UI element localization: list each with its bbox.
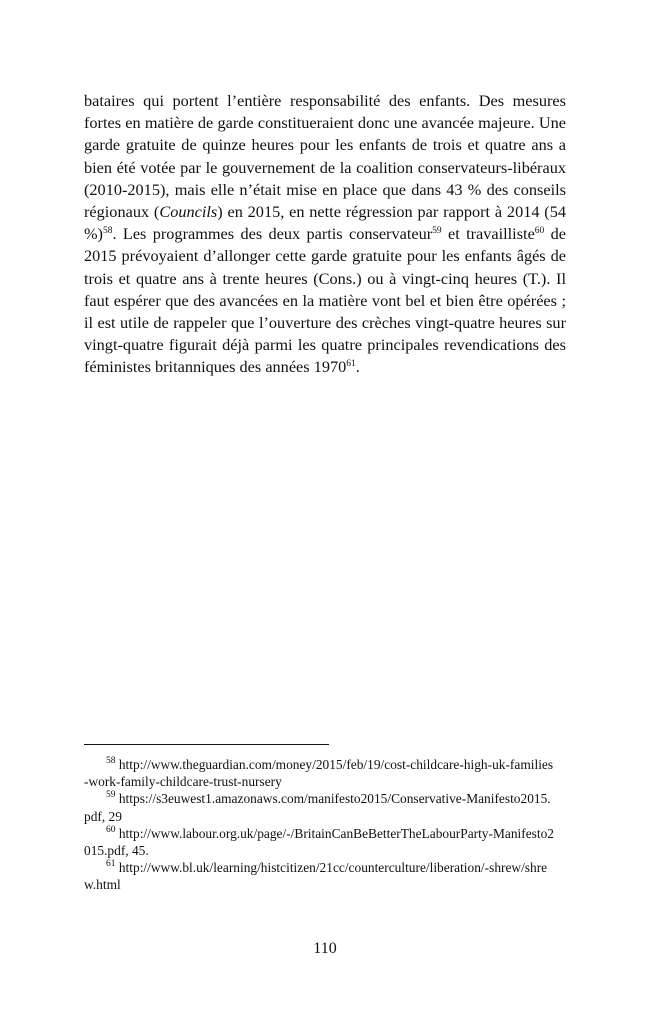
footnote-number: 58 (106, 756, 116, 766)
body-paragraph (84, 90, 566, 379)
footnote-number: 59 (106, 790, 116, 801)
footnote-separator (84, 744, 329, 745)
footnote-61 (84, 859, 554, 893)
body-text-part-4: et travailliste (441, 224, 535, 244)
page-number: 110 (313, 940, 337, 957)
footnote-ref-61[interactable]: 61 (346, 359, 356, 370)
footnote-ref-60[interactable]: 60 (534, 226, 545, 237)
italic-term-councils: Councils (159, 202, 218, 222)
footnote-link[interactable]: http://www.theguardian.com/money/2015/feb/19/cost-childcare-high-uk-families-work-family-childcare-trust-nursery (84, 757, 554, 790)
footnote-link[interactable]: https://s3euwest1.amazonaws.com/manifesto2015/Conservative-Manifesto2015.pdf, 29 (84, 791, 551, 824)
body-text-part-3: . Les programmes des deux partis conservateur (112, 224, 433, 244)
footnote-link[interactable]: http://www.labour.org.uk/page/-/BritainCanBeBetterTheLabourParty-Manifesto2015.pdf, 45. (84, 825, 554, 859)
footnotes (84, 756, 554, 894)
body-text-part-6: . (355, 357, 360, 377)
footnote-ref-58[interactable]: 58 (102, 226, 113, 237)
footnote-ref-59[interactable]: 59 (432, 226, 442, 237)
body-text-part-1: bataires qui portent l’entière responsabilité des enfants. Des mesures fortes en matière de garde constitueraient donc une avancée majeure. Une garde gratuite de quinze heures pour les enfants de trois et quatre ans a bien été votée par le gouvernement de la coalition conservateurs-libéraux (2010-2015), mais elle n’était mise en place que dans 43 % des conseils régionaux ( (84, 91, 566, 222)
footnote-number: 60 (106, 824, 116, 835)
body-text-part-5: de 2015 prévoyaient d’allonger cette garde gratuite pour les enfants âgés de trois et quatre ans à trente heures (Cons.) ou à vingt-cinq heures (T.). Il faut espérer que des avancées en la matière vont bel et bien être opérées ; il est utile de rappeler que l’ouverture des crèches vingt-quatre heures sur vingt-quatre figurait déjà parmi les quatre principales revendications des féministes britanniques des années 1970 (84, 224, 566, 377)
footnote-59 (84, 790, 554, 824)
body-text-part-2: ) en 2015, en nette régression par rapport à 2014 (54 %) (84, 202, 567, 244)
footnote-60 (84, 825, 554, 859)
footnote-link[interactable]: http://www.bl.uk/learning/histcitizen/21cc/counterculture/liberation/-shrew/shrew.html (84, 860, 548, 893)
footnote-number: 61 (106, 859, 116, 870)
footnote-58 (84, 756, 554, 790)
